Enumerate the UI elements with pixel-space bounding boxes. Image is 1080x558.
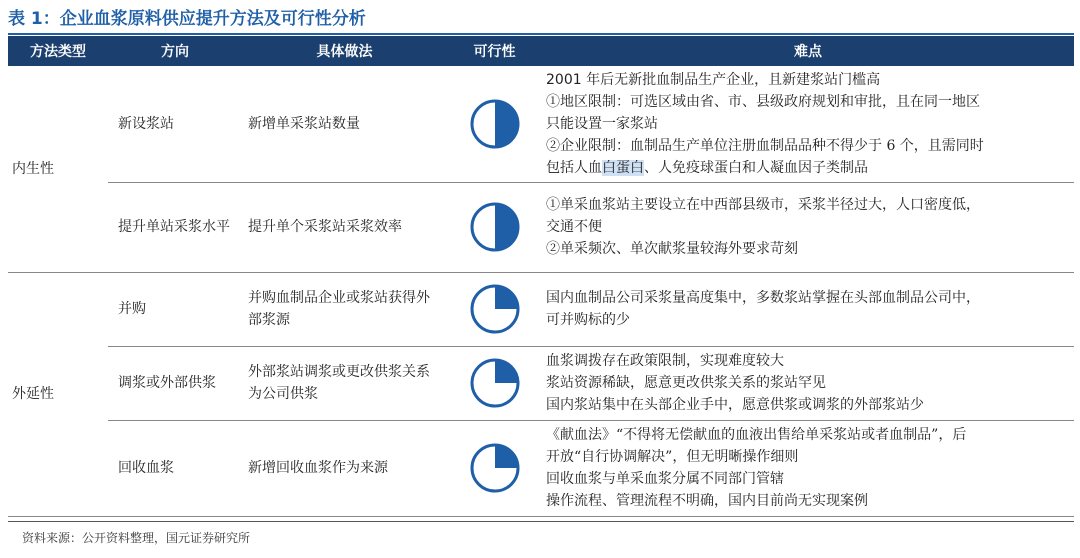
direction-cell: 提升单站采浆水平 — [108, 182, 242, 272]
difficulty-cell — [542, 346, 1074, 420]
table-row — [8, 182, 1074, 272]
pie-chart-icon — [469, 442, 521, 494]
feasibility-cell — [447, 182, 542, 272]
pie-filled-slice — [495, 286, 518, 309]
pie-chart-icon — [469, 357, 521, 409]
header-direction: 方向 — [108, 36, 242, 66]
feasibility-pie — [469, 301, 521, 317]
feasibility-pie — [469, 219, 521, 235]
pie-filled-slice — [495, 101, 518, 147]
feasibility-pie — [469, 375, 521, 391]
practice-cell: 外部浆站调浆或更改供浆关系为公司供浆 — [242, 346, 447, 420]
difficulty-line: 回收血浆与单采血浆分属不同部门管辖 — [546, 471, 784, 487]
direction-cell: 并购 — [108, 272, 242, 346]
header-practice: 具体做法 — [242, 36, 447, 66]
difficulty-line: ②企业限制：血制品生产单位注册血制品品种不得少于 6 个，且需同时 — [546, 137, 984, 154]
pie-filled-slice — [495, 445, 518, 468]
difficulty-line: 操作流程、管理流程不明确，国内目前尚无实现案例 — [546, 493, 868, 509]
feasibility-cell — [447, 66, 542, 182]
source-note: 资料来源：公开资料整理，国元证券研究所 — [22, 531, 251, 545]
practice-cell: 新增回收血浆作为来源 — [242, 420, 447, 516]
feasibility-pie — [469, 460, 521, 476]
pie-filled-slice — [495, 360, 518, 383]
table-row — [8, 272, 1074, 346]
highlighted-text: 白蛋白 — [602, 159, 644, 176]
table-header-row — [8, 36, 1074, 66]
difficulty-line: 血浆调拨存在政策限制，实现难度较大 — [546, 353, 784, 369]
difficulty-cell — [542, 420, 1074, 516]
difficulty-line: ②单采频次、单次献浆量较海外要求苛刻 — [546, 241, 798, 257]
difficulty-line: ①地区限制：可选区域由省、市、县级政府规划和审批，且在同一地区 — [546, 93, 980, 110]
pie-chart-icon — [469, 201, 521, 253]
footer-rule — [8, 521, 1074, 522]
difficulty-line: 国内血制品公司采浆量高度集中，多数浆站掌握在头部血制品公司中， — [546, 290, 980, 306]
pie-chart-icon — [469, 283, 521, 335]
practice-cell: 并购血制品企业或浆站获得外部浆源 — [242, 272, 447, 346]
pie-chart-icon — [469, 98, 521, 150]
table-row — [8, 346, 1074, 420]
difficulty-cell — [542, 182, 1074, 272]
category-external: 外延性 — [8, 272, 108, 516]
practice-cell: 提升单个采浆站采浆效率 — [242, 182, 447, 272]
header-method-type: 方法类型 — [8, 36, 108, 66]
practice-cell: 新增单采浆站数量 — [242, 66, 447, 182]
difficulty-line — [546, 157, 1070, 179]
difficulty-line-end: 、人免疫球蛋白和人凝血因子类制品 — [644, 159, 868, 176]
direction-cell: 新设浆站 — [108, 66, 242, 182]
header-feasibility: 可行性 — [447, 36, 542, 66]
difficulty-line: 国内浆站集中在头部企业手中，愿意供浆或调浆的外部浆站少 — [546, 397, 924, 413]
header-difficulty: 难点 — [542, 36, 1074, 66]
difficulty-line: 可并购标的少 — [546, 312, 630, 328]
table-row — [8, 66, 1074, 182]
difficulty-line: 交通不便 — [546, 219, 602, 235]
pie-filled-slice — [495, 204, 518, 250]
difficulty-line: 开放“自行协调解决”，但无明晰操作细则 — [546, 449, 799, 465]
title-rule — [8, 33, 1074, 35]
feasibility-table — [8, 36, 1074, 517]
table-title: 表 1：企业血浆原料供应提升方法及可行性分析 — [8, 9, 366, 29]
difficulty-line: ①单采血浆站主要设立在中西部县级市，采浆半径过大，人口密度低， — [546, 197, 980, 213]
difficulty-line: 浆站资源稀缺，愿意更改供浆关系的浆站罕见 — [546, 375, 826, 391]
difficulty-line: 《献血法》“不得将无偿献血的血液出售给单采浆站或者血制品”，后 — [546, 427, 967, 443]
difficulty-line: 只能设置一家浆站 — [546, 115, 658, 132]
table-row — [8, 420, 1074, 516]
feasibility-cell — [447, 272, 542, 346]
difficulty-line-start: 包括人血 — [546, 159, 602, 176]
difficulty-cell — [542, 272, 1074, 346]
feasibility-cell — [447, 346, 542, 420]
difficulty-cell — [542, 66, 1074, 182]
feasibility-pie — [469, 116, 521, 132]
feasibility-cell — [447, 420, 542, 516]
direction-cell: 回收血浆 — [108, 420, 242, 516]
difficulty-line: 2001 年后无新批血制品生产企业，且新建浆站门槛高 — [546, 71, 881, 88]
direction-cell: 调浆或外部供浆 — [108, 346, 242, 420]
category-internal: 内生性 — [8, 66, 108, 272]
